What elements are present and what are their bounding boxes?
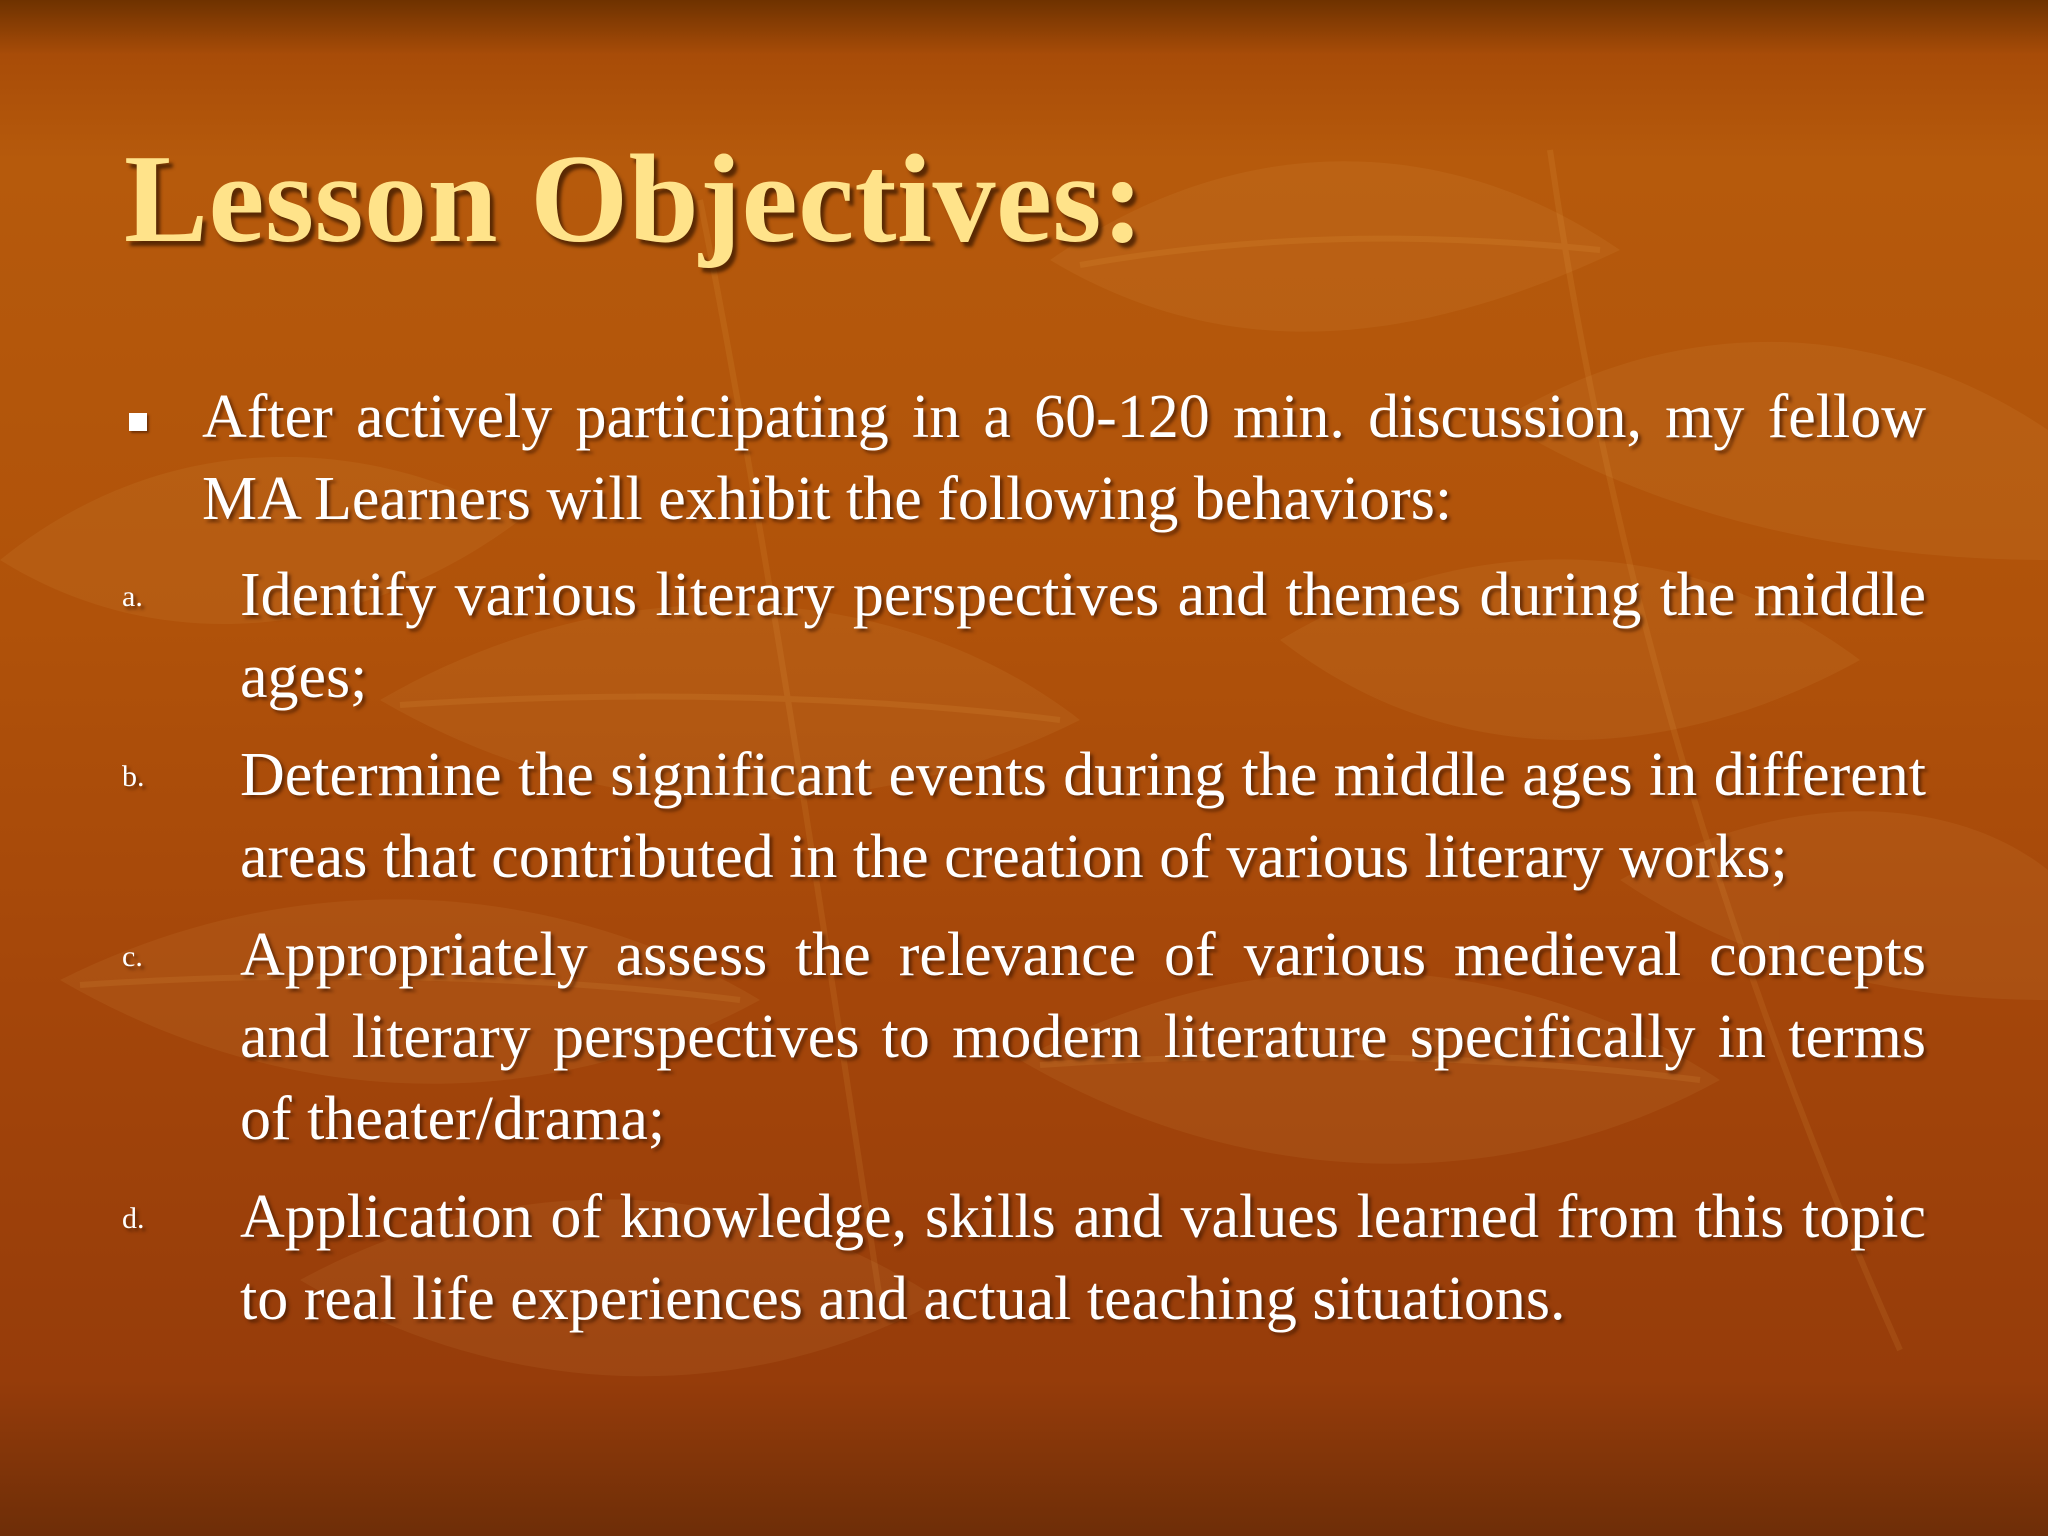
intro-text: After actively participating in a 60-120 min. discussion, my fellow MA Learners will exhibit the following behaviors:: [202, 383, 1926, 533]
square-bullet-icon: [129, 413, 147, 431]
objective-marker: c.: [122, 940, 143, 973]
objectives-list: [120, 376, 1926, 1356]
slide-title: Lesson Objectives:: [124, 130, 1145, 269]
objective-item: [120, 914, 1926, 1160]
objective-text: Determine the significant events during the middle ages in different areas that contributed in the creation of various literary works;: [240, 741, 1926, 891]
intro-bullet-item: [120, 376, 1926, 540]
objective-text: Application of knowledge, skills and values learned from this topic to real life experiences and actual teaching situations.: [240, 1183, 1926, 1333]
objective-marker: b.: [122, 760, 145, 793]
objective-marker: d.: [122, 1202, 145, 1235]
objective-item: [120, 554, 1926, 718]
objective-item: [120, 1176, 1926, 1340]
objective-item: [120, 734, 1926, 898]
objective-text: Appropriately assess the relevance of various medieval concepts and literary perspectives to modern literature specifically in terms of theater/drama;: [240, 921, 1926, 1153]
objective-marker: a.: [122, 580, 143, 613]
objective-text: Identify various literary perspectives and themes during the middle ages;: [240, 561, 1926, 711]
